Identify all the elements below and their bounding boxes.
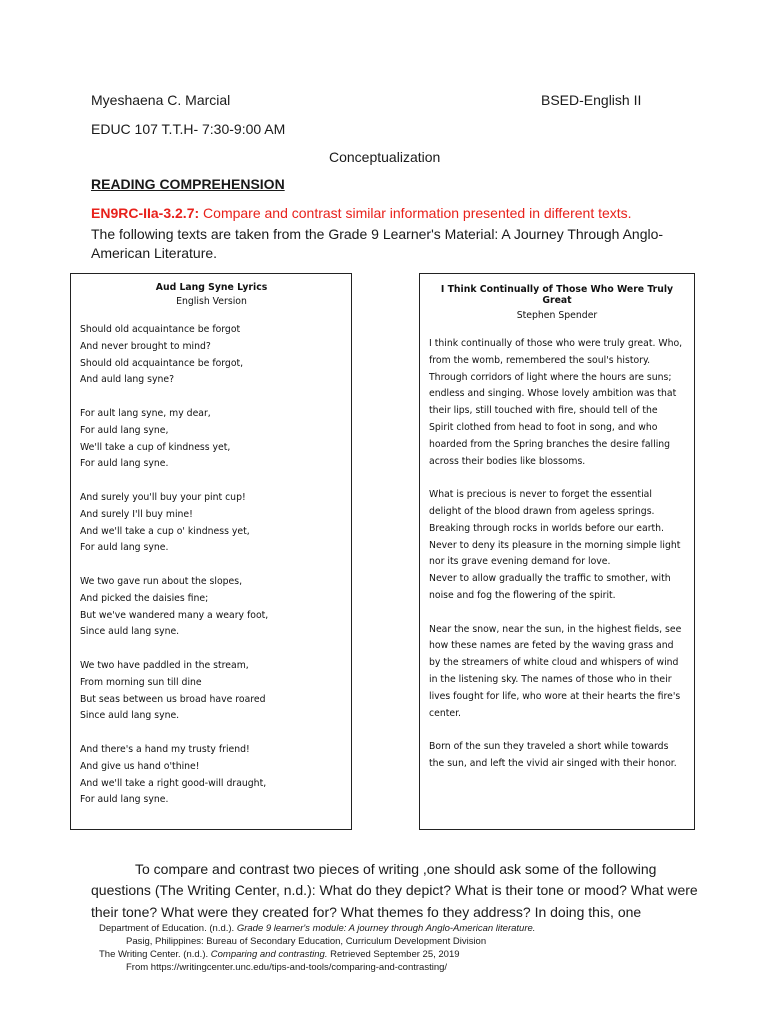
lyrics-stanzas	[80, 322, 343, 809]
reference-2	[99, 948, 460, 962]
lyrics-line: Should old acquaintance be forgot	[80, 324, 241, 335]
section-heading: READING COMPREHENSION	[91, 176, 285, 192]
page-title: Conceptualization	[329, 149, 441, 165]
right-text-author: Stephen Spender	[516, 310, 598, 321]
program-label: BSED-English II	[541, 92, 642, 108]
right-text-title: I Think Continually of Those Who Were Truly Great	[440, 284, 674, 306]
lyrics-line: But seas between us broad have roared	[80, 693, 266, 705]
lyrics-line: But we've wandered many a weary foot,	[80, 609, 269, 621]
left-text-subtitle: English Version	[176, 296, 247, 307]
lyrics-line: And picked the daisies fine;	[80, 592, 209, 604]
lyrics-line: For auld lang syne.	[80, 794, 169, 806]
reference-1-title: Grade 9 learner's module: A journey through Anglo-American literature.	[236, 923, 536, 934]
lyrics-line: And surely I'll buy mine!	[80, 508, 193, 520]
lyrics-stanza	[80, 574, 343, 641]
spender-poem-box	[419, 273, 695, 830]
lyrics-stanza	[80, 658, 343, 725]
lyrics-line: We two have paddled in the stream,	[80, 659, 249, 671]
poem-paragraph: What is precious is never to forget the essential delight of the blood drawn from ageless springs. Breaking through rocks in worlds before our earth. Never to deny its pleasure in the morning simple light nor its grave evening demand for love.	[429, 489, 681, 568]
lyrics-line: Should old acquaintance be forgot,	[80, 357, 244, 369]
lyrics-line: For ault lang syne, my dear,	[80, 407, 211, 419]
lyrics-line: Since auld lang syne.	[80, 710, 180, 722]
lyrics-line: For auld lang syne.	[80, 542, 169, 554]
reference-2-retrieved: Retrieved September 25, 2019	[327, 949, 460, 960]
left-text-title: Aud Lang Syne Lyrics	[155, 282, 268, 293]
reference-2-author: The Writing Center. (n.d.).	[99, 949, 211, 960]
reference-1	[99, 922, 535, 936]
lyrics-line: From morning sun till dine	[80, 676, 202, 688]
lyrics-line: We'll take a cup of kindness yet,	[80, 441, 231, 453]
reference-1-author: Department of Education. (n.d.).	[99, 923, 237, 934]
poem-paragraphs	[429, 336, 685, 773]
lyrics-line: For auld lang syne,	[80, 424, 169, 436]
lyrics-stanza	[80, 322, 343, 389]
reference-1-continued: Pasig, Philippines: Bureau of Secondary Education, Curriculum Development Division	[126, 936, 487, 947]
intro-paragraph: The following texts are taken from the Grade 9 Learner's Material: A Journey Through Anglo-American Literature.	[91, 226, 664, 261]
lyrics-stanza	[80, 742, 343, 809]
lyrics-stanza	[80, 406, 343, 473]
poem-paragraph: Never to allow gradually the traffic to smother, with noise and fog the flowering of the spirit.	[429, 573, 671, 601]
lyrics-line: For auld lang syne.	[80, 458, 169, 470]
lyrics-line: And there's a hand my trusty friend!	[80, 743, 250, 755]
lyrics-line: And surely you'll buy your pint cup!	[80, 491, 246, 503]
lyrics-line: We two gave run about the slopes,	[80, 575, 243, 587]
lyrics-stanza	[80, 490, 343, 557]
lyrics-line: Since auld lang syne.	[80, 626, 180, 638]
poem-paragraph: I think continually of those who were truly great. Who, from the womb, remembered the soul's history. Through corridors of light where the hours are suns; endless and singing. Whose lovely ambition was that their lips, still touched with fire, should tell of the Spirit clothed from head to foot in song, and who hoarded from the Spring branches the desire falling across their bodies like blossoms.	[429, 338, 683, 467]
lyrics-line: And give us hand o'thine!	[80, 760, 200, 772]
lyrics-line: And we'll take a right good-will draught,	[80, 777, 267, 789]
auld-lang-syne-box	[70, 273, 352, 830]
reference-2-link: From https://writingcenter.unc.edu/tips-and-tools/comparing-and-contrasting/	[126, 962, 448, 973]
learning-objective	[91, 205, 632, 221]
course-label: EDUC 107 T.T.H- 7:30-9:00 AM	[91, 121, 286, 137]
objective-text: Compare and contrast similar information presented in different texts.	[199, 205, 632, 221]
closing-paragraph: To compare and contrast two pieces of writing ,one should ask some of the following questions (The Writing Center, n.d.): What do they depict? What is their tone or mood? What were their tone? What were they created for? What themes fo they address? In doing this, one	[91, 861, 698, 920]
student-name: Myeshaena C. Marcial	[91, 92, 231, 108]
reference-2-title: Comparing and contrasting.	[210, 949, 328, 960]
lyrics-line: And auld lang syne?	[80, 374, 175, 386]
lyrics-line: And never brought to mind?	[80, 340, 211, 352]
lyrics-line: And we'll take a cup o' kindness yet,	[80, 525, 250, 537]
poem-paragraph: Born of the sun they traveled a short while towards the sun, and left the vivid air singed with their honor.	[429, 741, 677, 769]
poem-paragraph: Near the snow, near the sun, in the highest fields, see how these names are feted by the waving grass and by the streamers of white cloud and whispers of wind in the listening sky. The names of those who in their lives fought for life, who wore at their hearts the fire's center.	[429, 623, 682, 719]
objective-code: EN9RC-IIa-3.2.7:	[91, 205, 200, 221]
